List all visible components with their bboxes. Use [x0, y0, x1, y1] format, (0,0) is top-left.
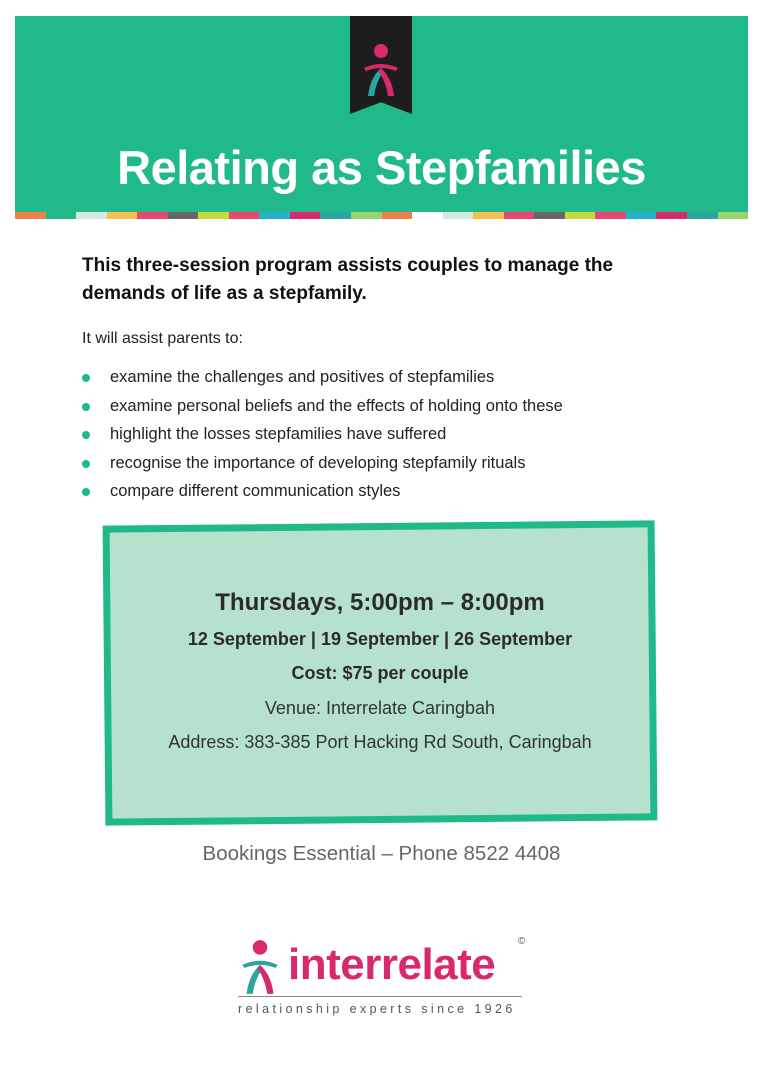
stripe-segment	[595, 212, 626, 219]
stripe-segment	[504, 212, 535, 219]
interrelate-logo	[232, 938, 532, 1022]
session-time: Thursdays, 5:00pm – 8:00pm	[215, 589, 545, 616]
stripe-segment	[443, 212, 474, 219]
list-item: examine personal beliefs and the effects of holding onto these	[82, 394, 563, 423]
stripe-segment	[412, 212, 443, 219]
stripe-segment	[656, 212, 687, 219]
stripe-segment	[46, 212, 77, 219]
logo-figure-icon	[234, 938, 286, 996]
stripe-segment	[534, 212, 565, 219]
stripe-segment	[15, 212, 46, 219]
bullet-icon	[82, 488, 90, 496]
stripe-segment	[320, 212, 351, 219]
bullet-icon	[82, 431, 90, 439]
stripe-segment	[382, 212, 413, 219]
stripe-segment	[198, 212, 229, 219]
session-cost: Cost: $75 per couple	[291, 663, 469, 683]
stripe-segment	[168, 212, 199, 219]
stripe-segment	[626, 212, 657, 219]
list-item: compare different communication styles	[82, 479, 563, 508]
logo-divider	[238, 996, 522, 997]
stripe-segment	[107, 212, 138, 219]
stripe-segment	[137, 212, 168, 219]
bullet-icon	[82, 460, 90, 468]
registered-mark: ©	[518, 936, 526, 947]
color-stripe	[15, 212, 748, 219]
stripe-segment	[473, 212, 504, 219]
session-venue: Venue: Interrelate Caringbah	[264, 698, 496, 718]
benefit-list	[82, 365, 563, 508]
stripe-segment	[718, 212, 749, 219]
stripe-segment	[259, 212, 290, 219]
stripe-segment	[687, 212, 718, 219]
stripe-segment	[76, 212, 107, 219]
list-item: highlight the losses stepfamilies have suffered	[82, 422, 563, 451]
page-title: Relating as Stepfamilies	[117, 141, 646, 194]
stripe-segment	[229, 212, 260, 219]
stripe-segment	[565, 212, 596, 219]
bullet-icon	[82, 374, 90, 382]
logo-tagline: relationship experts since 1926	[238, 1002, 516, 1016]
stripe-segment	[351, 212, 382, 219]
list-item: examine the challenges and positives of stepfamilies	[82, 365, 563, 394]
ribbon-badge	[350, 16, 412, 114]
bullet-icon	[82, 403, 90, 411]
session-dates: 12 September | 19 September | 26 September	[187, 629, 573, 649]
session-address: Address: 383-385 Port Hacking Rd South, Caringbah	[168, 732, 592, 752]
list-item: recognise the importance of developing stepfamily rituals	[82, 451, 563, 480]
lead-text: It will assist parents to:	[82, 330, 243, 347]
stripe-segment	[290, 212, 321, 219]
logo-wordmark: interrelate	[288, 940, 496, 989]
intro-text: This three-session program assists couples to manage the demands of life as a stepfamily.	[82, 255, 614, 304]
interrelate-figure-icon	[361, 42, 401, 98]
bookings-phone: Bookings Essential – Phone 8522 4408	[202, 842, 561, 865]
